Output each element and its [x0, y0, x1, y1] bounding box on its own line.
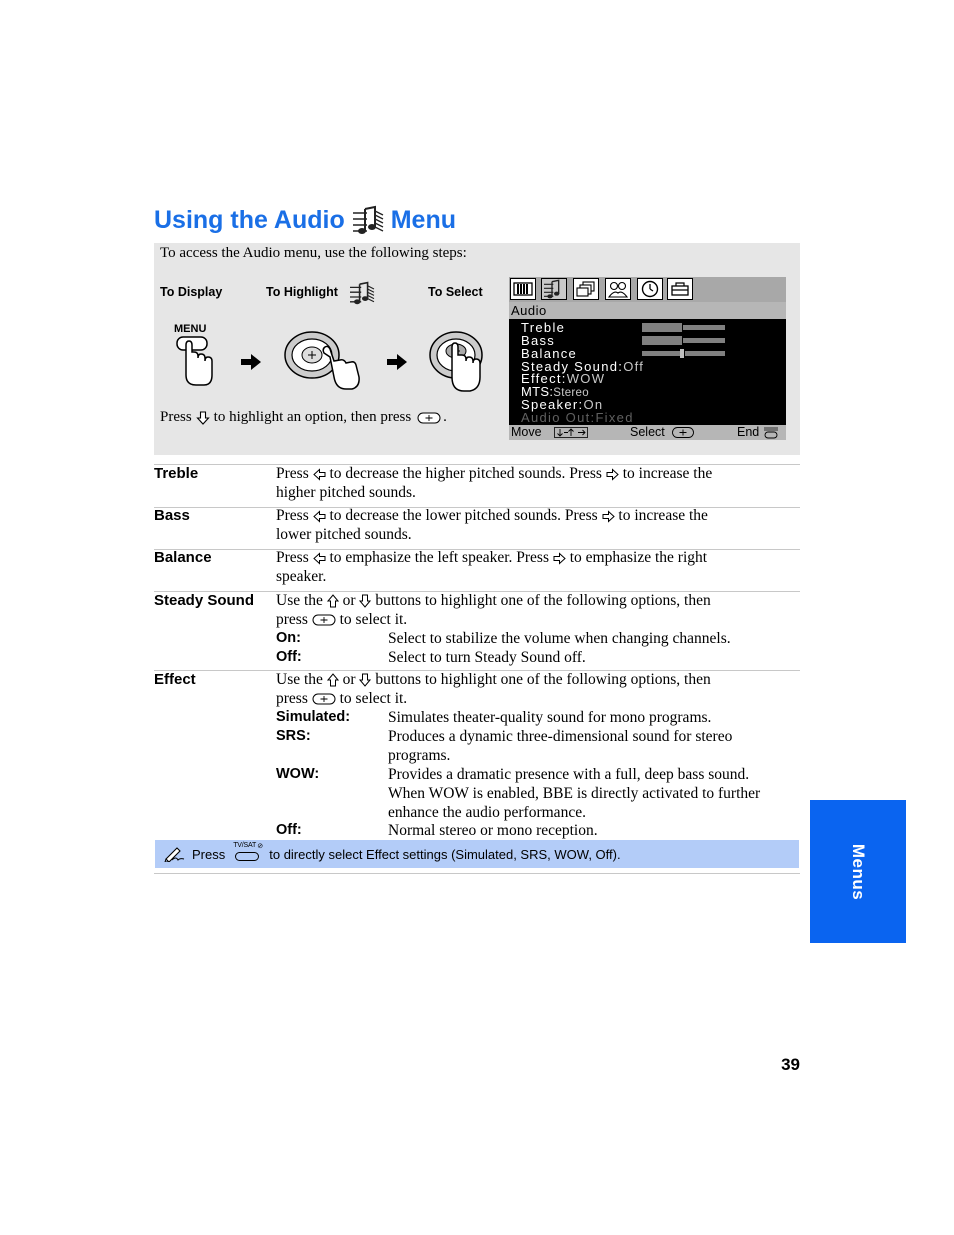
option-key-effect-off: Off: [276, 822, 302, 838]
option-text-off: Select to turn Steady Sound off. [388, 649, 586, 666]
arrow-up-outline-icon [327, 673, 339, 687]
option-text-srs: Produces a dynamic three-dimensional sound for stereo programs. [388, 728, 733, 764]
video-bars-icon [511, 279, 535, 299]
note-bottom-divider [154, 873, 800, 874]
note-pencil-icon [164, 846, 186, 862]
osd-item-balance: Balance [521, 346, 578, 361]
step-label-select: To Select [428, 285, 483, 299]
menu-button-icon [763, 426, 779, 439]
joystick-highlight-icon [282, 327, 364, 393]
desc-balance: Press to emphasize the left speaker. Press to emphasize the right speaker. [276, 549, 708, 585]
arrow-down-outline-icon [359, 673, 371, 687]
instruction-press-line [160, 409, 447, 426]
step-label-display: To Display [160, 285, 223, 299]
osd-item-speaker: Speaker:On [521, 397, 604, 412]
audio-music-icon [351, 205, 385, 235]
press-word: Press [160, 409, 192, 425]
option-key-simulated: Simulated: [276, 709, 351, 725]
press-line-end: . [443, 409, 447, 425]
osd-item-treble: Treble [521, 320, 566, 335]
arrow-left-outline-icon [313, 510, 326, 523]
select-button-icon [417, 412, 441, 424]
osd-item-audio-out: Audio Out:Fixed [521, 410, 634, 425]
osd-item-mts: MTS:Stereo [521, 384, 589, 399]
note-text: to directly select Effect settings (Simulated, SRS, WOW, Off). [269, 846, 621, 862]
intro-text: To access the Audio menu, use the following steps: [160, 245, 467, 261]
desc-effect: Use the or buttons to highlight one of the following options, then press to select it. [276, 671, 711, 707]
arrow-right-outline-icon [553, 552, 566, 565]
option-key-srs: SRS: [276, 728, 311, 744]
option-key-on: On: [276, 630, 301, 646]
tv-sat-button-icon: TV/SAT ⊘ [231, 843, 265, 865]
term-steady-sound: Steady Sound [154, 592, 255, 609]
audio-music-icon [346, 281, 378, 305]
osd-level-bars [642, 322, 728, 360]
osd-item-bass: Bass [521, 333, 556, 348]
note-bar [155, 840, 799, 868]
screen-stack-icon [574, 279, 598, 299]
hand-pressing-menu-icon [174, 335, 216, 387]
parent-lock-icon [606, 279, 630, 299]
osd-bottom-bar [509, 425, 786, 440]
osd-item-effect: Effect:WOW [521, 371, 606, 386]
side-tab-label: Menus [849, 843, 868, 901]
page-number: 39 [781, 1055, 800, 1074]
term-balance: Balance [154, 549, 212, 566]
note-press-word: Press [192, 846, 226, 862]
arrow-down-outline-icon [359, 594, 371, 608]
option-key-wow: WOW: [276, 766, 320, 782]
select-button-icon [312, 614, 336, 626]
osd-tab-screen [573, 278, 599, 300]
setup-toolbox-icon [668, 279, 692, 299]
arrow-down-outline-icon [196, 411, 210, 425]
osd-tab-bar [509, 277, 786, 302]
osd-select-label: Select [630, 425, 665, 439]
arrow-left-outline-icon [313, 552, 326, 565]
select-button-icon [312, 693, 336, 705]
arrow-left-outline-icon [313, 468, 326, 481]
press-line-middle: to highlight an option, then press [213, 409, 412, 425]
osd-tab-timer [637, 278, 663, 300]
tv-osd-audio-menu [509, 277, 786, 440]
desc-steady-sound: Use the or buttons to highlight one of the following options, then press to select it. [276, 592, 711, 628]
osd-move-label: Move [511, 425, 542, 439]
select-button-icon [672, 427, 694, 438]
side-tab-menus [810, 800, 906, 943]
osd-menu-name: Audio [509, 302, 786, 319]
osd-end-label: End [737, 425, 760, 439]
arrow-up-outline-icon [327, 594, 339, 608]
clock-icon [638, 279, 662, 299]
option-text-effect-off: Normal stereo or mono reception. [388, 822, 598, 839]
osd-tab-video [510, 278, 536, 300]
option-key-off: Off: [276, 649, 302, 665]
option-text-simulated: Simulates theater-quality sound for mono programs. [388, 709, 712, 726]
audio-music-icon [542, 279, 566, 299]
desc-bass: Press to decrease the lower pitched sounds. Press to increase the lower pitched sounds. [276, 507, 708, 543]
arrow-right-icon [386, 353, 408, 371]
joystick-select-icon [428, 327, 488, 395]
arrow-right-outline-icon [602, 510, 615, 523]
term-effect: Effect [154, 671, 196, 688]
osd-move-arrows-icon [554, 427, 588, 438]
step-label-highlight: To Highlight [266, 285, 338, 299]
option-text-wow: Provides a dramatic presence with a full, deep bass sound. When WOW is enabled, BBE is directly activated to further enhance the audio performance. [388, 766, 761, 821]
osd-tab-parent [605, 278, 631, 300]
arrow-right-icon [240, 353, 262, 371]
option-text-on: Select to stabilize the volume when changing channels. [388, 630, 731, 647]
osd-item-steady-sound: Steady Sound:Off [521, 359, 645, 374]
menu-button-label: MENU [174, 323, 207, 335]
osd-tab-setup [667, 278, 693, 300]
desc-treble: Press to decrease the higher pitched sounds. Press to increase the higher pitched sounds. [276, 465, 713, 501]
title-text-after: Menu [390, 205, 457, 234]
term-bass: Bass [154, 507, 190, 524]
page-title [154, 200, 456, 240]
title-text-before: Using the Audio [154, 205, 345, 234]
osd-tab-audio [541, 278, 567, 300]
arrow-right-outline-icon [606, 468, 619, 481]
term-treble: Treble [154, 465, 199, 482]
